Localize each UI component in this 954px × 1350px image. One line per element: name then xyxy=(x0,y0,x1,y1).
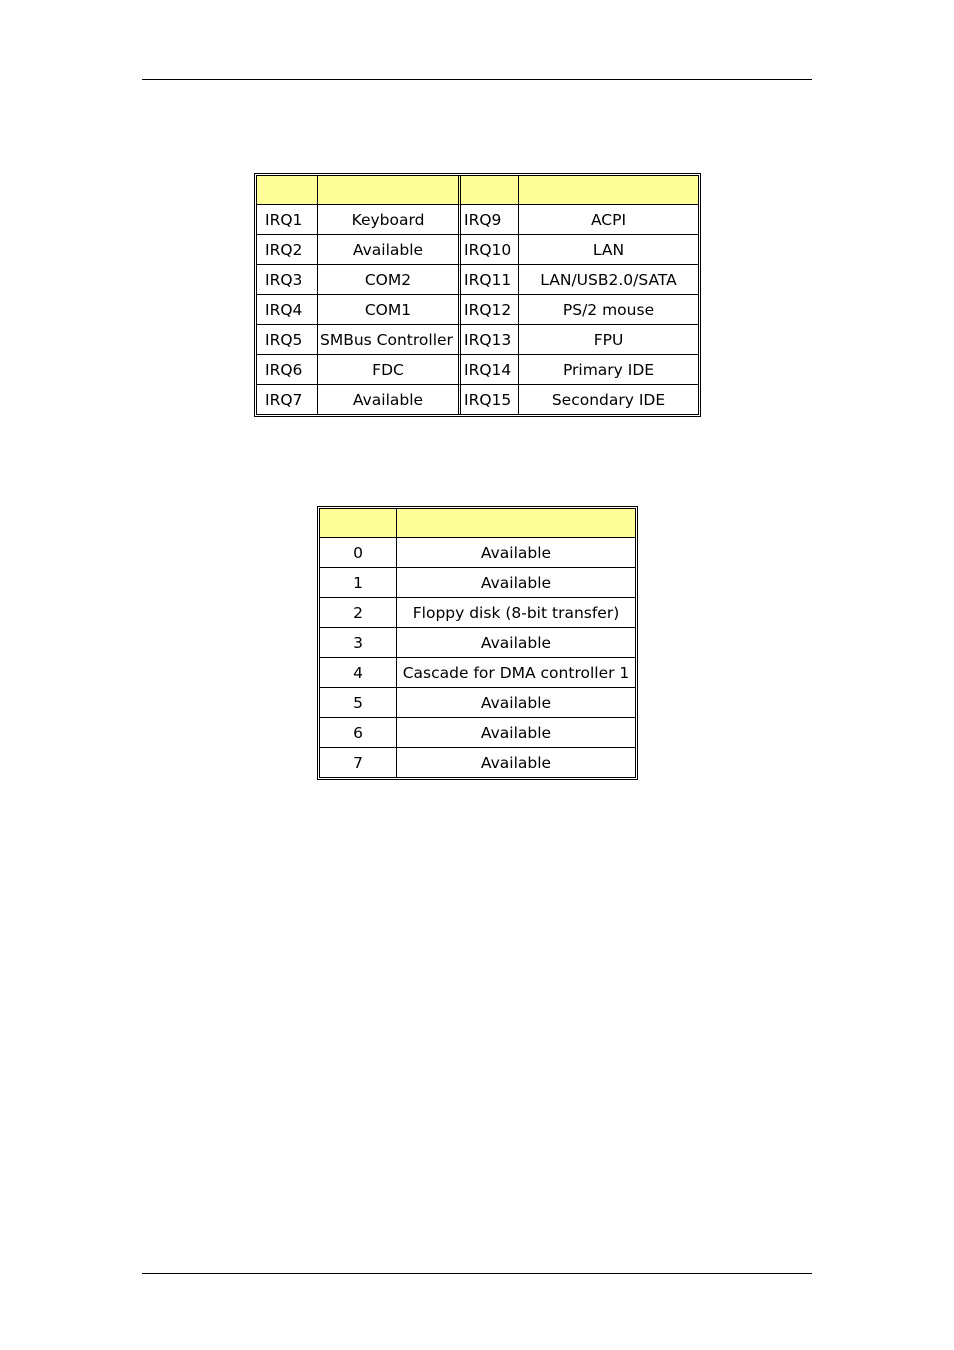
irq-number-cell: IRQ11 xyxy=(461,265,519,295)
irq-function-cell: Primary IDE xyxy=(519,355,698,385)
dma-table-header-row xyxy=(320,509,635,538)
irq-number-cell: IRQ9 xyxy=(461,205,519,235)
irq-function-cell: Available xyxy=(318,235,461,265)
table-row xyxy=(320,688,635,718)
dma-channel-cell: 1 xyxy=(320,568,397,598)
dma-channel-cell: 6 xyxy=(320,718,397,748)
irq-header-cell xyxy=(519,176,698,205)
irq-number-cell: IRQ10 xyxy=(461,235,519,265)
table-row xyxy=(257,385,698,414)
dma-channel-cell: 3 xyxy=(320,628,397,658)
table-row xyxy=(320,658,635,688)
irq-function-cell: COM2 xyxy=(318,265,461,295)
irq-number-cell: IRQ12 xyxy=(461,295,519,325)
irq-number-cell: IRQ15 xyxy=(461,385,519,414)
irq-function-cell: ACPI xyxy=(519,205,698,235)
dma-function-cell: Available xyxy=(397,568,635,598)
dma-function-cell: Available xyxy=(397,628,635,658)
dma-function-cell: Available xyxy=(397,688,635,718)
irq-number-cell: IRQ13 xyxy=(461,325,519,355)
table-row xyxy=(257,205,698,235)
irq-number-cell: IRQ3 xyxy=(257,265,318,295)
table-row xyxy=(257,265,698,295)
irq-function-cell: LAN/USB2.0/SATA xyxy=(519,265,698,295)
dma-channel-cell: 7 xyxy=(320,748,397,777)
table-row xyxy=(320,718,635,748)
table-row xyxy=(257,355,698,385)
dma-channel-cell: 0 xyxy=(320,538,397,568)
irq-function-cell: FPU xyxy=(519,325,698,355)
dma-function-cell: Cascade for DMA controller 1 xyxy=(397,658,635,688)
irq-header-cell xyxy=(257,176,318,205)
irq-number-cell: IRQ6 xyxy=(257,355,318,385)
irq-assignment-table xyxy=(254,173,701,417)
dma-function-cell: Available xyxy=(397,538,635,568)
table-row xyxy=(320,628,635,658)
irq-function-cell: FDC xyxy=(318,355,461,385)
table-row xyxy=(320,598,635,628)
irq-function-cell: Keyboard xyxy=(318,205,461,235)
irq-header-cell xyxy=(318,176,461,205)
irq-number-cell: IRQ1 xyxy=(257,205,318,235)
irq-number-cell: IRQ7 xyxy=(257,385,318,414)
irq-function-cell: COM1 xyxy=(318,295,461,325)
header-rule xyxy=(142,79,812,80)
irq-number-cell: IRQ14 xyxy=(461,355,519,385)
dma-function-cell: Available xyxy=(397,718,635,748)
irq-number-cell: IRQ2 xyxy=(257,235,318,265)
dma-function-cell: Floppy disk (8-bit transfer) xyxy=(397,598,635,628)
dma-header-cell xyxy=(320,509,397,538)
table-row xyxy=(257,325,698,355)
irq-number-cell: IRQ4 xyxy=(257,295,318,325)
irq-function-cell: Secondary IDE xyxy=(551,390,666,409)
irq-function-cell: SMBus Controller xyxy=(318,325,461,355)
dma-function-cell: Available xyxy=(480,753,552,772)
table-row xyxy=(320,538,635,568)
irq-number-cell: IRQ5 xyxy=(257,325,318,355)
irq-function-cell: PS/2 mouse xyxy=(519,295,698,325)
footer-rule xyxy=(142,1273,812,1274)
dma-channel-table xyxy=(317,506,638,780)
dma-channel-cell: 5 xyxy=(320,688,397,718)
irq-function-cell: Available xyxy=(318,385,461,414)
irq-header-cell xyxy=(461,176,519,205)
dma-header-cell xyxy=(397,509,635,538)
table-row xyxy=(320,568,635,598)
dma-channel-cell: 4 xyxy=(320,658,397,688)
dma-channel-cell: 2 xyxy=(320,598,397,628)
irq-function-cell: LAN xyxy=(519,235,698,265)
table-row xyxy=(320,748,635,777)
table-row xyxy=(257,295,698,325)
irq-table-header-row xyxy=(257,176,698,205)
table-row xyxy=(257,235,698,265)
